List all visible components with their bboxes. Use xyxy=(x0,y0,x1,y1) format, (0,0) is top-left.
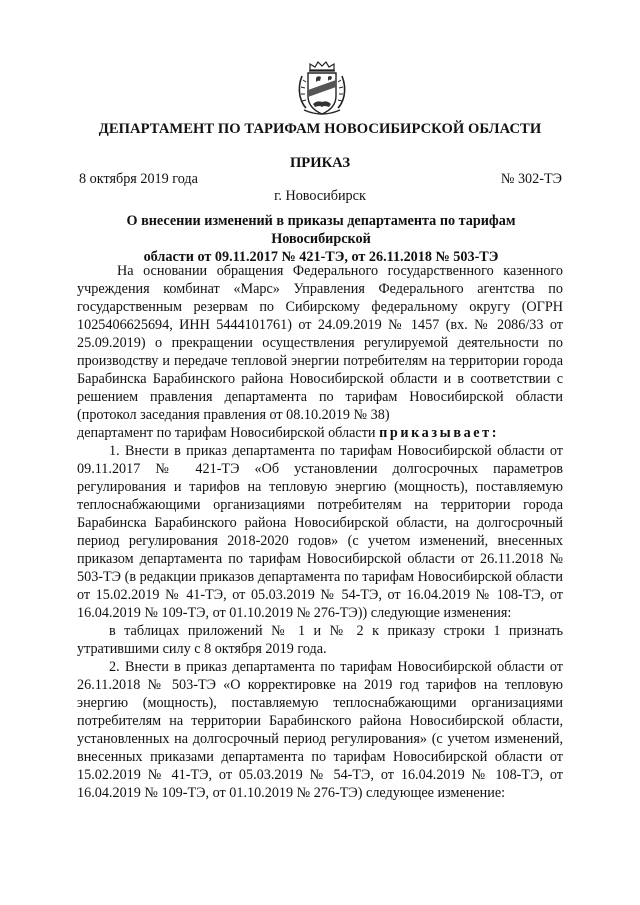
order-subject xyxy=(79,212,563,266)
orders-line xyxy=(77,424,563,442)
subject-line-1: О внесении изменений в приказы департамента по тарифам Новосибирской xyxy=(126,213,516,247)
preamble-paragraph: На основании обращения Федерального государственного казенного учреждения комбинат «Марс» Управления Федерального агентства по государственным резервам по Сибирскому федеральному округу (ОГРН 1025406625694, ИНН 5444101761) от 24.09.2019 № 1457 (вх. № 2086/33 от 25.09.2019) о прекращении осуществления регулируемой деятельности по производству и передаче тепловой энергии потребителям на территории города Барабинска Барабинского района Новосибирской области и в соответствии с решением правления департамента по тарифам Новосибирской области (протокол заседания правления от 08.10.2019 № 38) xyxy=(77,263,563,423)
department-title: ДЕПАРТАМЕНТ ПО ТАРИФАМ НОВОСИБИРСКОЙ ОБЛАСТИ xyxy=(98,121,542,137)
item-1-paragraph: 1. Внести в приказ департамента по тарифам Новосибирской области от 09.11.2017 № 421-ТЭ «Об установлении долгосрочных параметров регулирования и тарифов на тепловую энергию (мощность), поставляемую теплоснабжающими организациями потребителям на территории города Барабинска Барабинского района Новосибирской области, на долгосрочный период регулирования 2018-2020 годов» (с учетом изменений, внесенных приказом департамента по тарифам Новосибирской области от 26.11.2018 № 503-ТЭ (в редакции приказов департамента по тарифам Новосибирской области от 15.02.2019 № 41-ТЭ, от 05.03.2019 № 54-ТЭ, от 16.04.2019 № 108-ТЭ, от 16.04.2019 № 109-ТЭ, от 01.10.2019 № 276-ТЭ)) следующие изменения: xyxy=(77,443,563,621)
item-2-paragraph: 2. Внести в приказ департамента по тарифам Новосибирской области от 26.11.2018 № 503-ТЭ «О корректировке на 2019 год тарифов на тепловую энергию (мощность), поставляемую теплоснабжающими организациями потребителям на территории Барабинского района Новосибирской области, установленных на долгосрочный период регулирования» (с учетом изменений, внесенных приказами департамента по тарифам Новосибирской области от 15.02.2019 № 41-ТЭ, от 05.03.2019 № 54-ТЭ, от 16.04.2019 № 108-ТЭ, от 16.04.2019 № 109-ТЭ, от 01.10.2019 № 276-ТЭ) следующее изменение: xyxy=(77,659,563,801)
order-city: г. Новосибирск xyxy=(274,188,366,204)
orders-prefix: департамент по тарифам Новосибирской области xyxy=(77,425,376,441)
order-body xyxy=(77,262,563,802)
subject-line-2: области от 09.11.2017 № 421-ТЭ, от 26.11.2018 № 503-ТЭ xyxy=(143,249,499,265)
document-type-title: ПРИКАЗ xyxy=(289,155,351,171)
novosibirsk-coat-of-arms-icon xyxy=(296,60,348,118)
order-date: 8 октября 2019 года xyxy=(79,171,198,187)
orders-word: приказывает: xyxy=(379,425,500,441)
item-1-subparagraph: в таблицах приложений № 1 и № 2 к приказу строки 1 признать утратившими силу с 8 октября 2019 года. xyxy=(77,623,563,657)
order-number: № 302-ТЭ xyxy=(500,171,562,187)
